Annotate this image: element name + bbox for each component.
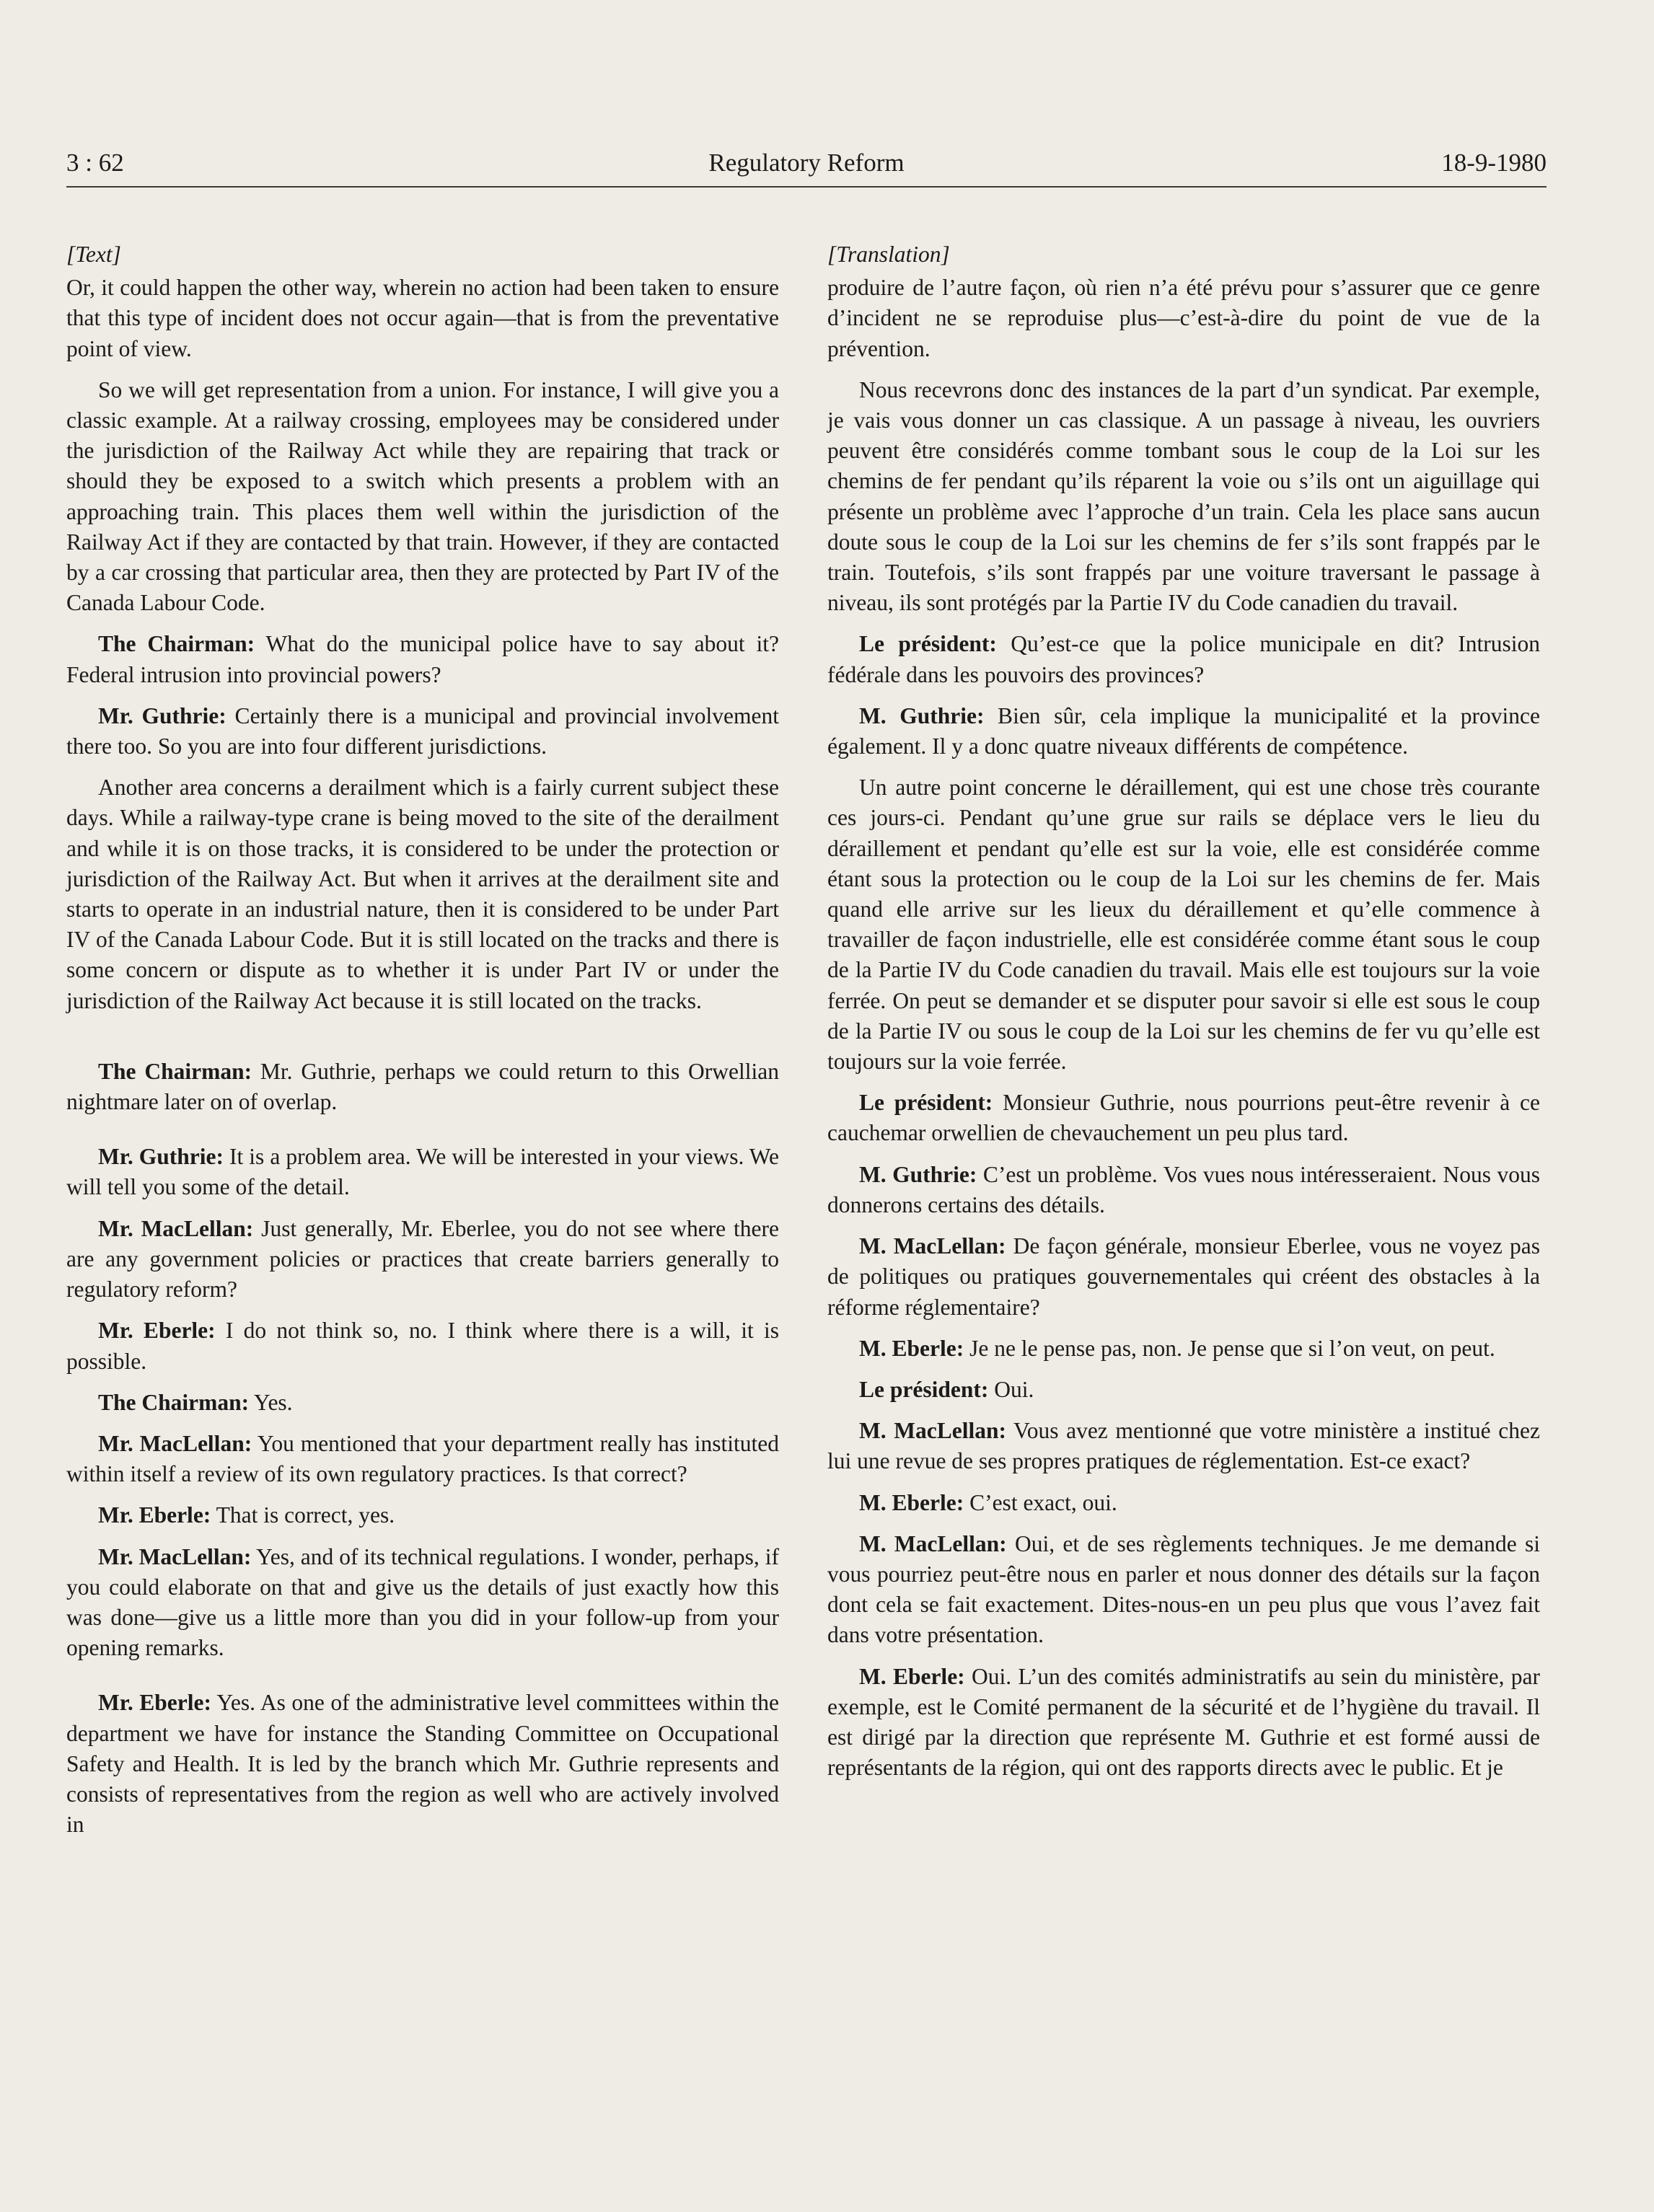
paragraph	[66, 1688, 779, 1840]
paragraph-text: It is a problem area. We will be interested in your views. We will tell you some of the detail.	[66, 1144, 779, 1200]
speaker-name: Mr. MacLellan:	[98, 1430, 252, 1456]
speaker-name: M. Guthrie:	[859, 702, 985, 728]
speaker-name: M. MacLellan:	[859, 1530, 1007, 1556]
speaker-name: Mr. Guthrie:	[98, 1144, 224, 1170]
paragraph	[827, 1160, 1540, 1220]
paragraph-text: Yes, and of its technical regulations. I wonder, perhaps, if you could elaborate on that and give us the details of just exactly how this was done—give us a little more than you did in your follow-up from your opening remarks.	[66, 1543, 779, 1661]
header-rule	[66, 186, 1547, 188]
paragraph	[827, 1488, 1540, 1518]
paragraph-text: You mentioned that your department really has instituted within itself a review of its own regulatory practices. Is that correct?	[66, 1430, 779, 1487]
paragraph-text: Another area concerns a derailment which is a fairly current subject these days. While a railway-type crane is being moved to the site of the derailment and while it is on those tracks, it is considered to be under the protection or jurisdiction of the Railway Act. But when it arrives at the derailment site and starts to operate in an industrial nature, then it is considered to be under Part IV of the Canada Labour Code. But it is still located on the tracks and there is some concern or dispute as to whether it is under Part IV or under the jurisdiction of the Railway Act because it is still located on the tracks.	[66, 775, 779, 1013]
page-number: 3 : 62	[66, 149, 124, 177]
speaker-name: Mr. Eberle:	[98, 1690, 211, 1716]
paragraph-text: That is correct, yes.	[211, 1502, 395, 1528]
paragraph-text: C’est un problème. Vos vues nous intéresseraient. Nous vous donnerons certains des détails.	[827, 1161, 1540, 1217]
paragraph	[66, 701, 779, 762]
speaker-name: Mr. Guthrie:	[98, 702, 226, 728]
page-title: Regulatory Reform	[708, 149, 905, 177]
speaker-name: Le président:	[859, 1090, 993, 1116]
translation-label: [Translation]	[827, 242, 950, 267]
paragraph	[827, 1662, 1540, 1784]
paragraph-text: De façon générale, monsieur Eberlee, vous ne voyez pas de politiques ou pratiques gouvernementales qui créent des obstacles à la réforme réglementaire?	[827, 1233, 1540, 1320]
speaker-name: The Chairman:	[98, 631, 255, 657]
speaker-name: Le président:	[859, 631, 997, 657]
text-label: [Text]	[66, 242, 121, 267]
speaker-name: M. MacLellan:	[859, 1418, 1006, 1444]
paragraph	[827, 701, 1540, 762]
page-date: 18-9-1980	[1441, 149, 1547, 177]
paragraph-text: What do the municipal police have to say about it? Federal intrusion into provincial powers?	[66, 631, 780, 687]
speaker-name: Le président:	[859, 1376, 989, 1402]
paragraph-text: Nous recevrons donc des instances de la part d’un syndicat. Par exemple, je vais vous donner un cas classique. A un passage à niveau, les ouvriers peuvent être considérés comme tombant sous le coup de la Loi sur les chemins de fer pendant qu’ils réparent la voie ou s’ils ont un aiguillage qui présente un problème avec l’approche d’un train. Cela les place sans aucun doute sous le coup de la Loi sur les chemins de fer s’ils sont frappés par le train. Toutefois, s’ils sont frappés par une voiture traversant le passage à niveau, ils sont protégés par la Partie IV du Code canadien du travail.	[827, 376, 1540, 616]
paragraph	[827, 1416, 1540, 1476]
paragraph	[66, 772, 779, 1016]
paragraph-text: Vous avez mentionné que votre ministère a institué chez lui une revue de ses propres pratiques de réglementation. Est-ce exact?	[827, 1418, 1540, 1474]
speaker-name: Mr. MacLellan:	[98, 1215, 254, 1241]
paragraph-text: Certainly there is a municipal and provincial involvement there too. So you are into four different jurisdictions.	[66, 702, 779, 759]
paragraph-text: Je ne le pense pas, non. Je pense que si l’on veut, on peut.	[964, 1335, 1495, 1361]
speaker-name: M. Eberle:	[859, 1489, 964, 1515]
paragraph	[66, 1500, 779, 1530]
paragraph	[66, 1316, 779, 1376]
paragraph-text: Monsieur Guthrie, nous pourrions peut-être revenir à ce cauchemar orwellien de chevauchement un peu plus tard.	[827, 1090, 1541, 1146]
paragraph	[827, 1088, 1540, 1148]
paragraph	[66, 1429, 779, 1489]
page-header	[66, 149, 1547, 189]
paragraph-text: Un autre point concerne le déraillement, qui est une chose très courante ces jours-ci. Pendant qu’une grue sur rails se déplace vers le lieu du déraillement et pendant qu’elle est sur la voie, elle est considérée comme étant sous la protection ou le coup de la Loi sur les chemins de fer. Mais quand elle arrive sur les lieux du déraillement et qu’elle commence à travailler de façon industrielle, elle est considérée comme étant sous le coup de la Partie IV du Code canadien du travail. Mais elle est toujours sur la voie ferrée. On peut se demander et se disputer pour savoir si elle est sous le coup de la Partie IV ou sous le coup de la Loi sur les chemins de fer vu qu’elle est toujours sur la voie ferrée.	[827, 775, 1540, 1075]
speaker-name: The Chairman:	[98, 1389, 250, 1415]
paragraph	[827, 1231, 1540, 1323]
paragraph-text: C’est exact, oui.	[964, 1489, 1117, 1515]
paragraph	[827, 629, 1540, 689]
speaker-name: Mr. Eberle:	[98, 1502, 211, 1528]
paragraph-text: Yes. As one of the administrative level committees within the department we have for instance the Standing Committee on Occupational Safety and Health. It is led by the branch which Mr. Guthrie represents and consists of representatives from the region as well who are actively involved in	[66, 1690, 779, 1838]
speaker-name: M. Guthrie:	[859, 1161, 977, 1187]
paragraph-text: Yes.	[249, 1389, 293, 1415]
paragraph	[827, 375, 1540, 619]
speaker-name: M. Eberle:	[859, 1663, 965, 1689]
paragraph	[827, 1334, 1540, 1364]
speaker-name: Mr. Eberle:	[98, 1318, 216, 1344]
paragraph-text: Oui.	[988, 1376, 1034, 1402]
paragraph-text: So we will get representation from a union. For instance, I will give you a classic example. At a railway crossing, employees may be considered under the jurisdiction of the Railway Act while they are repairing that track or should they be exposed to a switch which presents a problem with an approaching train. This places them well within the jurisdiction of the Railway Act if they are contacted by that train. However, if they are contacted by a car crossing that particular area, then they are protected by Part IV of the Canada Labour Code.	[66, 376, 779, 616]
paragraph	[66, 1214, 779, 1305]
paragraph	[66, 273, 779, 364]
paragraph	[66, 1542, 779, 1664]
paragraph	[66, 1388, 779, 1418]
paragraph-text: I do not think so, no. I think where there is a will, it is possible.	[66, 1318, 779, 1374]
paragraph	[66, 1057, 779, 1117]
speaker-name: M. Eberle:	[859, 1335, 964, 1361]
speaker-name: The Chairman:	[98, 1058, 252, 1084]
speaker-name: Mr. MacLellan:	[98, 1543, 252, 1569]
paragraph-text: Or, it could happen the other way, wherein no action had been taken to ensure that this type of incident does not occur again—that is from the preventative point of view.	[66, 275, 779, 361]
paragraph-text: Just generally, Mr. Eberlee, you do not see where there are any government policies or practices that create barriers generally to regulatory reform?	[66, 1215, 779, 1303]
paragraph	[66, 1142, 779, 1202]
french-column	[827, 239, 1540, 1794]
paragraph	[827, 1529, 1540, 1651]
paragraph	[66, 375, 779, 619]
paragraph	[827, 273, 1540, 364]
paragraph-text: Oui, et de ses règlements techniques. Je me demande si vous pourriez peut-être nous en parler et nous donner des détails sur la façon dont cela se fait exactement. Dites-nous-en un peu plus que vous l’avez fait dans votre présentation.	[827, 1530, 1541, 1648]
paragraph	[66, 629, 779, 689]
paragraph-text: Bien sûr, cela implique la municipalité et la province également. Il y a donc quatre niveaux différents de compétence.	[827, 702, 1540, 759]
paragraph-text: Qu’est-ce que la police municipale en dit? Intrusion fédérale dans les pouvoirs des provinces?	[827, 631, 1540, 687]
paragraph-text: produire de l’autre façon, où rien n’a été prévu pour s’assurer que ce genre d’incident ne se reproduise plus—c’est-à-dire du point de vue de la prévention.	[827, 275, 1540, 361]
paragraph-text: Oui. L’un des comités administratifs au sein du ministère, par exemple, est le Comité permanent de la sécurité et de l’hygiène du travail. Il est dirigé par la direction que représente M. Guthrie et est formé aussi de représentants de la région, qui ont des rapports directs avec le public. Et je	[827, 1663, 1541, 1781]
speaker-name: M. MacLellan:	[859, 1233, 1006, 1259]
english-column	[66, 239, 779, 1851]
paragraph	[827, 1375, 1540, 1405]
paragraph	[827, 772, 1540, 1077]
paragraph-text: Mr. Guthrie, perhaps we could return to this Orwellian nightmare later on of overlap.	[66, 1058, 779, 1115]
